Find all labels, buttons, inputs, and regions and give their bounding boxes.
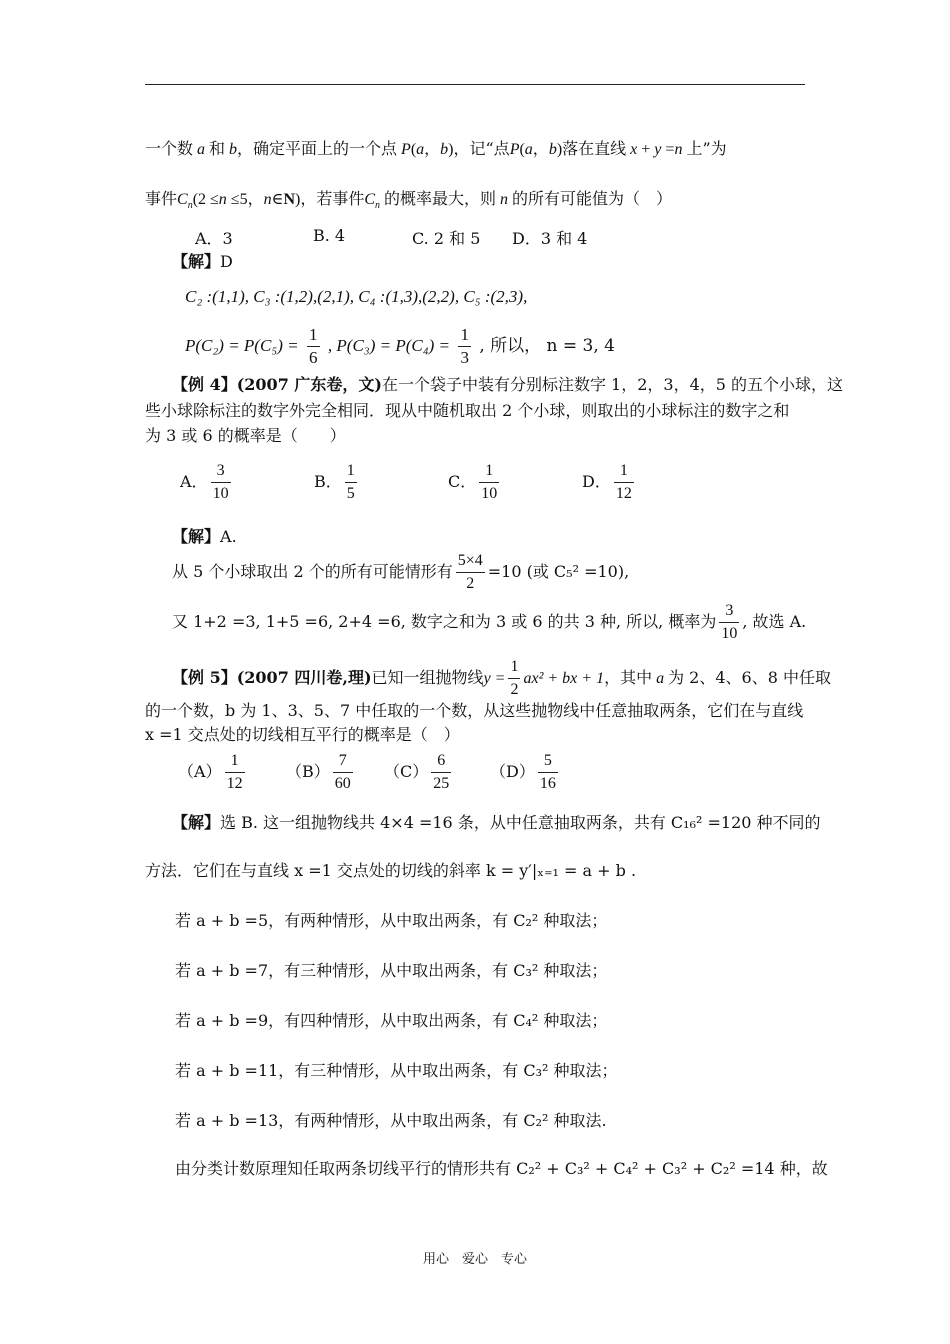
q3-option-c: C. 2 和 5 xyxy=(412,229,481,248)
ex5-case-1: 若 a + b =5，有两种情形，从中取出两条，有 C₂² 种取法； xyxy=(175,911,608,930)
ex5-line2: 的一个数，b 为 1、3、5、7 中任取的一个数，从这些抛物线中任意抽取两条，它们在与直线 xyxy=(145,701,804,720)
ex4-option-a: A． $\frac{3}{10}$ xyxy=(180,462,229,502)
ex4-option-d: D． $\frac{1}{12}$ xyxy=(582,462,632,502)
ex5-solution-line2: 方法．它们在与直线 x =1 交点处的切线的斜率 k = y′|ₓ₌₁ = a + b . xyxy=(145,861,637,880)
ex4-solution-line1: 从 5 个小球取出 2 个的所有可能情形有 $\frac{5\times 4}{2}$ =10 (或 C₅² =10), xyxy=(172,552,630,592)
ex4-line1: 【例 4】(2007 广东卷，文)在一个袋子中装有分别标注数字 1，2，3，4，5 的五个小球，这 xyxy=(172,375,844,394)
ex4-solution-line2: 又 1+2 =3, 1+5 =6, 2+4 =6, 数字之和为 3 或 6 的共 3 种, 所以, 概率为 $\frac{3}{10}$ , 故选 A. xyxy=(172,602,807,642)
ex4-line2: 些小球除标注的数字外完全相同．现从中随机取出 2 个小球，则取出的小球标注的数字之和 xyxy=(145,401,790,420)
ex5-option-d: （D） $\frac{5}{16}$ xyxy=(490,752,556,792)
q3-solution-prob: P(C₂) = P(C₅) = $\frac{1}{6}$ , P(C₃) = P(C₄) = $\frac{1}{3}$ , 所以， n = 3, 4 xyxy=(185,325,615,367)
ex4-option-b: B． $\frac{1}{5}$ xyxy=(314,462,355,502)
ex4-line3: 为 3 或 6 的概率是（ ） xyxy=(145,426,346,445)
ex5-case-3: 若 a + b =9，有四种情形，从中取出两条，有 C₄² 种取法； xyxy=(175,1011,608,1030)
ex5-option-c: （C） $\frac{6}{25}$ xyxy=(384,752,450,792)
p1-line1: 一个数 a 和 b，确定平面上的一个点 P(a，b)，记“点P(a，b)落在直线 x + y =n 上”为 xyxy=(145,139,727,158)
header-rule xyxy=(145,84,805,85)
ex4-option-c: C． $\frac{1}{10}$ xyxy=(448,462,498,502)
ex5-summary: 由分类计数原理知任取两条切线平行的情形共有 C₂² + C₃² + C₄² + C₃² + C₂² =14 种，故 xyxy=(175,1159,828,1178)
ex5-solution-line1: 【解】选 B. 这一组抛物线共 4×4 =16 条，从中任意抽取两条，共有 C₁₆² =120 种不同的 xyxy=(172,813,821,832)
ex5-line1: 【例 5】(2007 四川卷,理)已知一组抛物线y = $\frac{1}{2}$ ax² + bx + 1，其中 a 为 2、4、6、8 中任取 xyxy=(172,658,831,698)
page-footer: 用心 爱心 专心 xyxy=(422,1252,527,1267)
ex5-option-a: （A） $\frac{1}{12}$ xyxy=(178,752,243,792)
ex5-case-2: 若 a + b =7，有三种情形，从中取出两条，有 C₃² 种取法； xyxy=(175,961,608,980)
q3-option-a: A．3 xyxy=(195,229,233,248)
p1-line2: 事件$C_n(2 \le n \le 5$，n∈N)，若事件$C_n$ 的概率最大，则 n 的所有可能值为（ ） xyxy=(145,189,673,212)
ex5-line3: x =1 交点处的切线相互平行的概率是（ ） xyxy=(145,725,460,744)
q3-option-b: B. 4 xyxy=(313,226,346,245)
ex5-case-4: 若 a + b =11，有三种情形，从中取出两条，有 C₃² 种取法； xyxy=(175,1061,618,1080)
q3-option-d: D．3 和 4 xyxy=(512,229,588,248)
q3-solution-sets: C₂ :(1,1), C₃ :(1,2),(2,1), C₄ :(1,3),(2,2), C₅ :(2,3), xyxy=(185,287,528,306)
q3-solution-label: 【解】D xyxy=(172,252,233,271)
ex5-case-5: 若 a + b =13，有两种情形，从中取出两条，有 C₂² 种取法. xyxy=(175,1111,607,1130)
ex4-solution-label: 【解】A. xyxy=(172,527,237,546)
ex5-option-b: （B） $\frac{7}{60}$ xyxy=(286,752,351,792)
